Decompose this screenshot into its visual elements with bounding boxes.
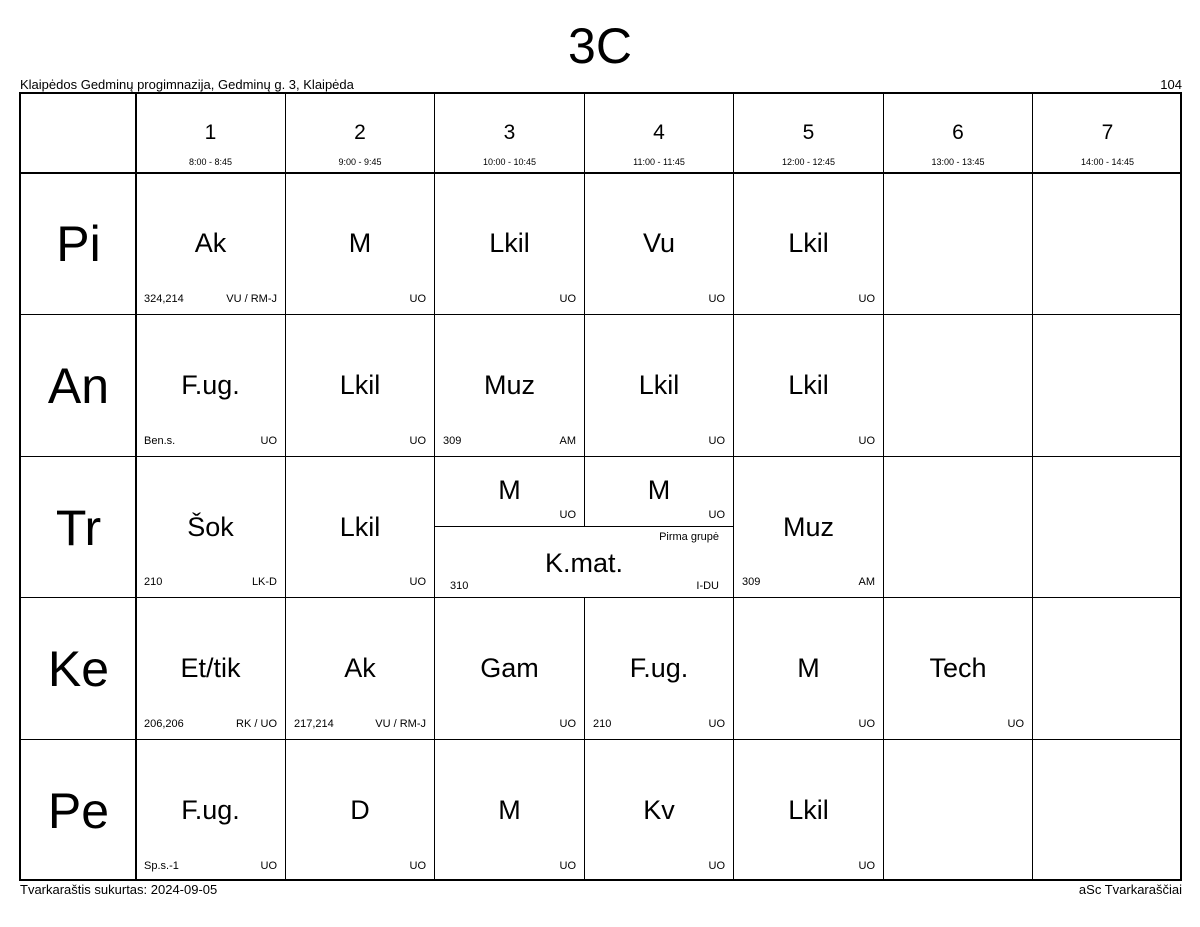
- subject: Šok: [187, 512, 234, 542]
- subject: M: [797, 653, 820, 683]
- school-address: Klaipėdos Gedminų progimnazija, Gedminų g. 3, Klaipėda: [20, 77, 354, 92]
- day-label-pe: Pe: [47, 783, 110, 839]
- subject: Lkil: [339, 512, 381, 542]
- teacher: UO: [708, 860, 725, 872]
- period-time: 13:00 - 13:45: [931, 157, 985, 167]
- teacher: UO: [409, 435, 426, 447]
- subject: F.ug.: [181, 795, 240, 825]
- room: 309: [742, 576, 761, 588]
- day-label-pi: Pi: [56, 216, 101, 272]
- lesson-cell-group[interactable]: [435, 527, 733, 597]
- lesson-cell[interactable]: [585, 740, 733, 881]
- room: 310: [450, 580, 469, 592]
- lesson-cell[interactable]: [884, 598, 1032, 739]
- teacher: UO: [858, 293, 875, 305]
- software-credit: aSc Tvarkaraščiai: [1078, 882, 1182, 897]
- teacher: UO: [708, 509, 725, 521]
- teacher: LK-D: [251, 576, 277, 588]
- timetable-grid: [19, 92, 1182, 881]
- room: Sp.s.-1: [144, 860, 179, 872]
- subject: Ak: [194, 228, 227, 258]
- room: Ben.s.: [144, 435, 176, 447]
- period-time: 14:00 - 14:45: [1080, 157, 1135, 167]
- subject: M: [647, 475, 671, 505]
- group-label: Pirma grupė: [659, 531, 719, 543]
- lesson-cell[interactable]: [435, 315, 584, 456]
- column-divider: [1032, 94, 1033, 879]
- period-header-7: [1033, 94, 1182, 172]
- teacher: UO: [1007, 718, 1024, 730]
- teacher: UO: [858, 435, 875, 447]
- page-number: 104: [1160, 77, 1182, 92]
- period-time: 11:00 - 11:45: [633, 157, 685, 167]
- room: 324,214: [144, 293, 184, 305]
- subject: Lkil: [339, 370, 381, 400]
- day-label-ke: Ke: [47, 641, 110, 697]
- period-number: 5: [802, 121, 815, 144]
- subject: Gam: [480, 653, 539, 683]
- subject: Vu: [642, 228, 676, 258]
- subject: Kv: [643, 795, 675, 825]
- period-header-3: [435, 94, 584, 172]
- teacher: UO: [260, 860, 277, 872]
- subject: Et/tik: [180, 653, 241, 683]
- period-header-1: [136, 94, 285, 172]
- lesson-cell[interactable]: [734, 173, 883, 314]
- teacher: I-DU: [696, 580, 719, 592]
- period-time: 8:00 - 8:45: [188, 157, 233, 167]
- lesson-cell[interactable]: [435, 740, 584, 881]
- teacher: UO: [559, 860, 576, 872]
- lesson-cell[interactable]: [734, 598, 883, 739]
- teacher: UO: [858, 718, 875, 730]
- lesson-cell[interactable]: [585, 598, 733, 739]
- teacher: UO: [559, 509, 576, 521]
- column-divider: [883, 94, 884, 879]
- teacher: UO: [260, 435, 277, 447]
- subject: M: [348, 228, 372, 258]
- period-time: 12:00 - 12:45: [781, 157, 836, 167]
- subject: F.ug.: [181, 370, 240, 400]
- teacher: UO: [409, 293, 426, 305]
- period-header-6: [884, 94, 1032, 172]
- created-date: Tvarkaraštis sukurtas: 2024-09-05: [20, 882, 218, 897]
- room: 210: [144, 576, 163, 588]
- teacher: VU / RM-J: [375, 718, 426, 730]
- subject: D: [350, 795, 370, 825]
- lesson-cell[interactable]: [734, 740, 883, 881]
- teacher: UO: [708, 293, 725, 305]
- subject: Lkil: [489, 228, 530, 258]
- lesson-cell[interactable]: [286, 740, 434, 881]
- period-number: 3: [503, 121, 516, 144]
- teacher: UO: [858, 860, 875, 872]
- lesson-cell[interactable]: [136, 740, 285, 881]
- teacher: VU / RM-J: [226, 293, 277, 305]
- period-header-5: [734, 94, 883, 172]
- lesson-cell[interactable]: [435, 173, 584, 314]
- teacher: UO: [409, 576, 426, 588]
- teacher: RK / UO: [236, 718, 277, 730]
- subject: Lkil: [788, 795, 829, 825]
- subject: M: [498, 475, 521, 505]
- room: 217,214: [294, 718, 334, 730]
- subject: Lkil: [788, 228, 829, 258]
- period-number: 2: [354, 121, 366, 144]
- period-header-4: [585, 94, 733, 172]
- lesson-cell[interactable]: [734, 315, 883, 456]
- period-number: 4: [653, 121, 665, 144]
- lesson-cell[interactable]: [286, 598, 434, 739]
- lesson-cell[interactable]: [286, 457, 434, 597]
- lesson-cell[interactable]: [435, 457, 584, 526]
- subject: Tech: [929, 653, 987, 683]
- teacher: UO: [708, 718, 725, 730]
- lesson-cell[interactable]: [286, 173, 434, 314]
- teacher: AM: [858, 576, 875, 588]
- subject: Lkil: [788, 370, 829, 400]
- teacher: UO: [708, 435, 725, 447]
- lesson-cell[interactable]: [136, 315, 285, 456]
- teacher: UO: [559, 293, 576, 305]
- day-label-an: An: [47, 358, 110, 414]
- period-number: 6: [952, 121, 964, 144]
- lesson-cell[interactable]: [136, 457, 285, 597]
- lesson-cell[interactable]: [585, 173, 733, 314]
- day-label-tr: Tr: [55, 500, 102, 556]
- subject: M: [498, 795, 521, 825]
- teacher: AM: [559, 435, 576, 447]
- lesson-cell[interactable]: [435, 598, 584, 739]
- lesson-cell[interactable]: [136, 598, 285, 739]
- lesson-cell[interactable]: [585, 315, 733, 456]
- period-number: 7: [1101, 121, 1114, 144]
- class-title: 3C: [568, 18, 632, 74]
- teacher: UO: [559, 718, 576, 730]
- lesson-cell[interactable]: [286, 315, 434, 456]
- subject: Muz: [782, 512, 834, 542]
- lesson-cell[interactable]: [734, 457, 883, 597]
- lesson-cell[interactable]: [136, 173, 285, 314]
- room: 210: [593, 718, 612, 730]
- room: 309: [443, 435, 462, 447]
- teacher: UO: [409, 860, 426, 872]
- room: 206,206: [144, 718, 184, 730]
- period-header-2: [286, 94, 434, 172]
- subject: Ak: [344, 653, 376, 683]
- period-time: 9:00 - 9:45: [338, 157, 382, 167]
- subject: K.mat.: [544, 548, 624, 578]
- subject: Muz: [483, 370, 535, 400]
- period-number: 1: [204, 121, 217, 144]
- lesson-cell[interactable]: [585, 457, 733, 526]
- subject: F.ug.: [629, 653, 689, 683]
- period-time: 10:00 - 10:45: [482, 157, 537, 167]
- subject: Lkil: [638, 370, 680, 400]
